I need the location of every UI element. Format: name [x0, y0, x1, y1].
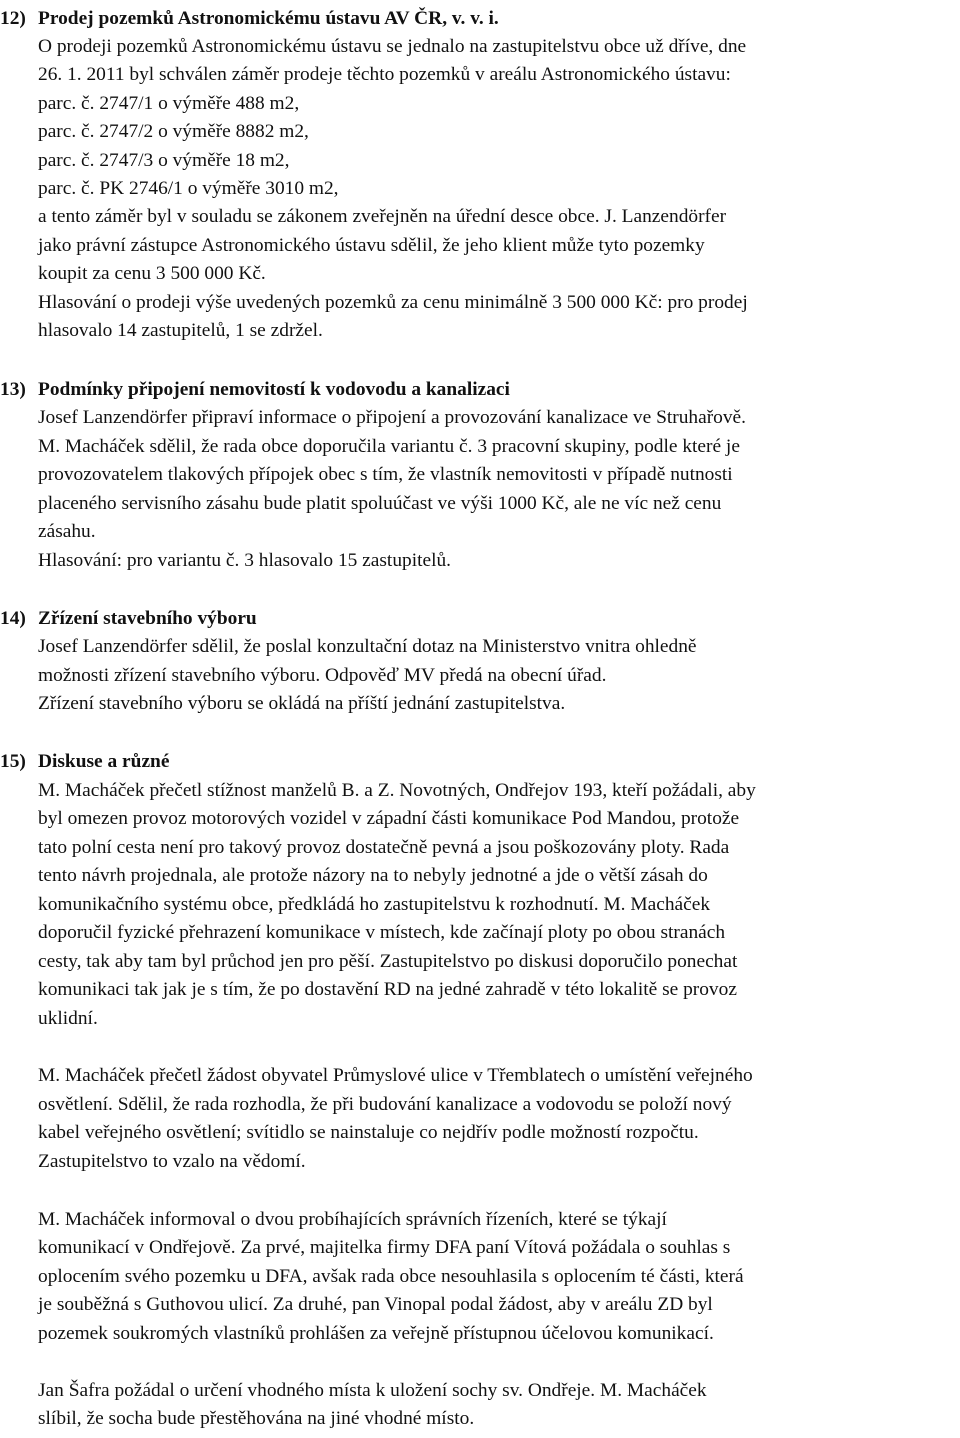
section-13-line: placeného servisního zásahu bude platit spoluúčast ve výši 1000 Kč, ale ne víc než cenu — [38, 493, 722, 514]
section-15-paragraph-3-line: je souběžná s Guthovou ulicí. Za druhé, pan Vinopal podal žádost, aby v areálu ZD byl — [38, 1294, 713, 1315]
section-15-number: 15) — [0, 751, 26, 772]
section-12-line: parc. č. 2747/1 o výměře 488 m2, — [38, 93, 300, 114]
section-12-line: hlasovalo 14 zastupitelů, 1 se zdržel. — [38, 320, 323, 341]
section-13-line: zásahu. — [38, 521, 96, 542]
section-12-line: jako právní zástupce Astronomického ústavu sdělil, že jeho klient může tyto pozemky — [38, 235, 705, 256]
section-15-paragraph-1-line: byl omezen provoz motorových vozidel v západní části komunikace Pod Mandou, protože — [38, 808, 740, 829]
section-13-line: Hlasování: pro variantu č. 3 hlasovalo 15 zastupitelů. — [38, 550, 452, 571]
section-15-paragraph-3-line: M. Macháček informoval o dvou probíhajících správních řízeních, které se týkají — [38, 1209, 667, 1230]
section-12-line: a tento záměr byl v souladu se zákonem zveřejněn na úřední desce obce. J. Lanzendörfer — [38, 206, 727, 227]
section-15-paragraph-4-line: slíbil, že socha bude přestěhována na jiné vhodné místo. — [38, 1408, 475, 1429]
section-15-paragraph-3-line: oplocením svého pozemku u DFA, avšak rada obce nesouhlasila s oplocením té části, která — [38, 1266, 744, 1287]
section-15-title: Diskuse a různé — [38, 751, 170, 772]
section-12-line: parc. č. PK 2746/1 o výměře 3010 m2, — [38, 178, 339, 199]
section-14-number: 14) — [0, 608, 26, 629]
section-12-number: 12) — [0, 8, 26, 29]
section-15-paragraph-1-line: komunikaci tak jak je s tím, že po dostavění RD na jedné zahradě v této lokalitě se provoz — [38, 979, 737, 1000]
section-12-line: parc. č. 2747/3 o výměře 18 m2, — [38, 150, 290, 171]
section-15-paragraph-2-line: osvětlení. Sdělil, že rada rozhodla, že při budování kanalizace a vodovodu se položí nový — [38, 1094, 732, 1115]
section-15-paragraph-1-line: uklidní. — [38, 1008, 98, 1029]
section-15-paragraph-1-line: M. Macháček přečetl stížnost manželů B. a Z. Novotných, Ondřejov 193, kteří požádali, aby — [38, 780, 756, 801]
section-15-paragraph-1-line: cesty, tak aby tam byl průchod jen pro pěší. Zastupitelstvo po diskusi doporučilo ponechat — [38, 951, 738, 972]
section-14-line: Zřízení stavebního výboru se okládá na příští jednání zastupitelstva. — [38, 693, 566, 714]
section-15-paragraph-1-line: doporučil fyzické přehrazení komunikace v místech, kde začínají ploty po obou stranách — [38, 922, 726, 943]
section-15-paragraph-1-line: komunikačního systému obce, předkládá ho zastupitelstvu k rozhodnutí. M. Macháček — [38, 894, 711, 915]
section-15-paragraph-3-line: pozemek soukromých vlastníků prohlášen za veřejně přístupnou účelovou komunikací. — [38, 1323, 714, 1344]
section-12-line: Hlasování o prodeji výše uvedených pozemků za cenu minimálně 3 500 000 Kč: pro prodej — [38, 292, 748, 313]
section-15-paragraph-2-line: M. Macháček přečetl žádost obyvatel Průmyslové ulice v Třemblatech o umístění veřejného — [38, 1065, 753, 1086]
section-13-line: Josef Lanzendörfer připraví informace o připojení a provozování kanalizace ve Struhařově. — [38, 407, 746, 428]
section-15-paragraph-2-line: Zastupitelstvo to vzalo na vědomí. — [38, 1151, 306, 1172]
section-13-title: Podmínky připojení nemovitostí k vodovodu a kanalizaci — [38, 379, 510, 400]
section-13-number: 13) — [0, 379, 26, 400]
section-14-title: Zřízení stavebního výboru — [38, 608, 257, 629]
section-12-line: koupit za cenu 3 500 000 Kč. — [38, 263, 266, 284]
section-14-line: možnosti zřízení stavebního výboru. Odpověď MV předá na obecní úřad. — [38, 665, 607, 686]
section-15-paragraph-1-line: tato polní cesta není pro takový provoz dostatečně pevná a jsou poškozovány ploty. Rada — [38, 837, 730, 858]
section-15-paragraph-2-line: kabel veřejného osvětlení; svítidlo se nainstaluje co nejdřív podle možností rozpočtu. — [38, 1122, 699, 1143]
section-13-line: M. Macháček sdělil, že rada obce doporučila variantu č. 3 pracovní skupiny, podle které je — [38, 436, 740, 457]
section-12-line: parc. č. 2747/2 o výměře 8882 m2, — [38, 121, 309, 142]
section-13-line: provozovatelem tlakových přípojek obec s tím, že vlastník nemovitosti v případě nutnosti — [38, 464, 733, 485]
section-15-paragraph-1-line: tento návrh projednala, ale protože názory na to nebyly jednotné a jde o větší zásah do — [38, 865, 708, 886]
section-15-paragraph-3-line: komunikací v Ondřejově. Za prvé, majitelka firmy DFA paní Vítová požádala o souhlas s — [38, 1237, 731, 1258]
section-12-line: O prodeji pozemků Astronomickému ústavu se jednalo na zastupitelstvu obce už dříve, dne — [38, 36, 747, 57]
section-12-line: 26. 1. 2011 byl schválen záměr prodeje těchto pozemků v areálu Astronomického ústavu: — [38, 64, 731, 85]
section-15-paragraph-4-line: Jan Šafra požádal o určení vhodného místa k uložení sochy sv. Ondřeje. M. Macháček — [38, 1380, 707, 1401]
section-14-line: Josef Lanzendörfer sdělil, že poslal konzultační dotaz na Ministerstvo vnitra ohledně — [38, 636, 697, 657]
section-12-title: Prodej pozemků Astronomickému ústavu AV ČR, v. v. i. — [38, 8, 499, 29]
